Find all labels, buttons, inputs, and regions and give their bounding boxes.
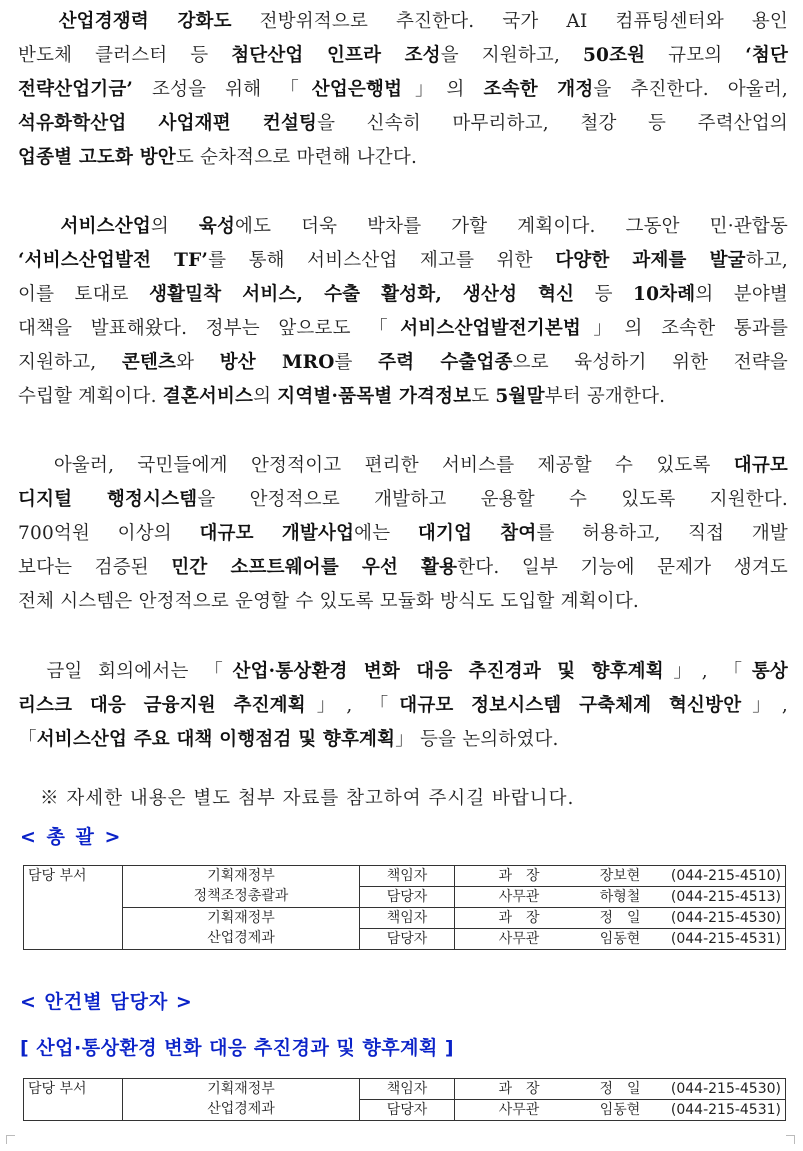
dept-name-cell	[123, 1079, 360, 1121]
contact-info-cell	[455, 887, 786, 908]
contact-info-cell	[455, 929, 786, 950]
bold-text: 생활밀착 서비스, 수출 활성화, 생산성 혁신	[149, 284, 575, 305]
paragraph-line	[18, 141, 788, 175]
bold-text: 지역별·품목별 가격정보	[277, 386, 472, 407]
page-corner-mark	[6, 1135, 15, 1144]
body-text: 」, 「	[663, 661, 752, 682]
contact-row	[24, 908, 786, 929]
body-text: 」의	[402, 79, 484, 100]
bold-text: 주력 수출업종	[378, 352, 513, 373]
section-heading-by-item: < 안건별 담당자 >	[20, 991, 193, 1013]
paragraph-line	[18, 380, 788, 414]
paragraph-line	[18, 551, 788, 585]
paragraph-line	[18, 312, 788, 346]
dept-name: 기획재정부	[207, 910, 275, 926]
contact-info-cell	[455, 866, 786, 887]
bold-text: ‘서비스산업발전 TF’	[18, 250, 209, 271]
body-text: 으로 육성하기 위한 전략을	[512, 352, 788, 373]
body-text: 반도체 클러스터 등	[18, 45, 232, 66]
paragraph-line	[18, 655, 788, 689]
contact-info-cell	[455, 1079, 786, 1100]
body-text: 지원하고,	[18, 352, 122, 373]
body-text: 도 순차적으로 마련해 나간다.	[175, 147, 418, 168]
bold-text: 산업경쟁력 강화도	[18, 11, 232, 32]
paragraph-line	[18, 346, 788, 380]
body-text: 를 허용하고, 직접 개발	[536, 523, 788, 544]
contact-position: 과 장	[498, 868, 540, 884]
paragraph-line	[18, 107, 788, 141]
body-text: 」,	[741, 695, 789, 716]
bold-text: 디지털 행정시스템	[18, 489, 198, 510]
bold-text: 대규모	[733, 455, 788, 476]
page-corner-mark	[786, 1135, 795, 1144]
body-text: 를 통해 서비스산업 제고를 위한	[208, 250, 556, 271]
paragraph-line	[18, 5, 788, 39]
bold-text: 첨단산업 인프라 조성	[231, 45, 441, 66]
body-text: 을 안정적으로 개발하고 운용할 수 있도록 지원한다.	[197, 489, 788, 510]
contact-position: 사무관	[498, 889, 540, 905]
bold-text: 석유화학산업 사업재편 컨설팅	[18, 113, 318, 134]
paragraph-line	[18, 723, 788, 757]
contact-row	[24, 1079, 786, 1100]
role-cell: 담당자	[360, 887, 455, 908]
body-text: 을 신속히 마무리하고, 철강 등 주력산업의	[317, 113, 788, 134]
paragraph-line	[18, 689, 788, 723]
paragraph-line	[18, 39, 788, 73]
dept-name: 정책조정총괄과	[193, 888, 289, 904]
dept-name-cell	[123, 908, 360, 950]
bold-text: 결혼서비스	[162, 386, 254, 407]
body-text: 」, 「	[305, 695, 400, 716]
section-heading-general: < 총 괄 >	[20, 826, 123, 848]
contact-phone: (044-215-4513)	[670, 889, 781, 905]
body-text: 」의 조속한 통과를	[580, 318, 789, 339]
bold-text: 서비스산업발전기본법	[400, 318, 581, 339]
bold-text: ‘첨단	[745, 45, 789, 66]
bold-text: 통상	[751, 661, 788, 682]
paragraph-line	[18, 210, 788, 244]
contact-name: 장보현	[599, 868, 641, 884]
contact-position: 사무관	[498, 931, 540, 947]
contact-phone: (044-215-4531)	[670, 1102, 781, 1118]
body-text: 에는	[354, 523, 418, 544]
body-text: 」 등을 논의하였다.	[395, 729, 559, 750]
bold-text: 10차례	[633, 284, 696, 305]
contact-info-cell	[455, 908, 786, 929]
bold-text: 5월말	[495, 386, 545, 407]
contact-phone: (044-215-4531)	[670, 931, 781, 947]
role-cell: 책임자	[360, 866, 455, 887]
body-text: 의	[150, 216, 199, 237]
body-text: 를	[334, 352, 379, 373]
dept-name: 산업경제과	[207, 930, 275, 946]
body-text: 700억원 이상의	[18, 523, 200, 544]
bold-text: 50조원	[582, 45, 646, 66]
body-text: 등	[574, 284, 634, 305]
dept-name-cell	[123, 866, 360, 908]
role-cell: 담당자	[360, 929, 455, 950]
contact-table-item	[23, 1078, 786, 1121]
body-text: 에도 더욱 박차를 가할 계획이다. 그동안 민·관합동	[235, 216, 789, 237]
body-text: 와	[176, 352, 220, 373]
bold-text: 대규모 개발사업	[199, 523, 355, 544]
paragraph-line	[18, 483, 788, 517]
body-text: 이를 토대로	[18, 284, 150, 305]
body-text: 을 추진한다. 아울러,	[593, 79, 788, 100]
bold-text: 조속한 개정	[483, 79, 594, 100]
bold-text: 업종별 고도화 방안	[18, 147, 176, 168]
attachment-note: ※ 자세한 내용은 별도 첨부 자료를 참고하여 주시길 바랍니다.	[40, 788, 575, 809]
bold-text: 대규모 정보시스템 구축체계 혁신방안	[399, 695, 742, 716]
body-text: 한다. 일부 기능에 문제가 생겨도	[457, 557, 788, 578]
body-text: 의 분야별	[695, 284, 788, 305]
contact-table-general	[23, 865, 786, 950]
body-text: 아울러, 국민들에게 안정적이고 편리한 서비스를 제공할 수 있도록	[18, 455, 734, 476]
paragraph	[18, 210, 788, 414]
contact-name: 하형철	[599, 889, 641, 905]
body-text: 하고,	[745, 250, 788, 271]
bold-text: 민간 소프트웨어를 우선 활용	[171, 557, 458, 578]
paragraph-line	[18, 517, 788, 551]
body-text: 부터 공개한다.	[544, 386, 666, 407]
body-text: 수립할 계획이다.	[18, 386, 163, 407]
role-cell: 책임자	[360, 1079, 455, 1100]
bold-text: 육성	[198, 216, 236, 237]
bold-text: 방산 MRO	[219, 352, 335, 373]
paragraph-line	[18, 244, 788, 278]
bold-text: 산업은행법	[311, 79, 403, 100]
bold-text: 콘텐츠	[121, 352, 177, 373]
bold-text: 전략산업기금’	[18, 79, 134, 100]
body-text: 대책을 발표해왔다. 정부는 앞으로도 「	[18, 318, 401, 339]
paragraph	[18, 449, 788, 619]
contact-phone: (044-215-4530)	[670, 1081, 781, 1097]
contact-position: 과 장	[498, 910, 540, 926]
role-cell: 책임자	[360, 908, 455, 929]
bold-text: 서비스산업	[60, 216, 151, 237]
contact-name: 정 일	[599, 910, 641, 926]
dept-name: 기획재정부	[207, 1081, 275, 1097]
contact-phone: (044-215-4530)	[670, 910, 781, 926]
body-text: 을 지원하고,	[440, 45, 583, 66]
body-text: 보다는 검증된	[18, 557, 172, 578]
body-text	[18, 216, 61, 237]
contact-row	[24, 866, 786, 887]
dept-name: 기획재정부	[207, 868, 275, 884]
bold-text: 서비스산업 주요 대책 이행점검 및 향후계획	[36, 729, 396, 750]
paragraph	[18, 5, 788, 175]
body-text: 조성을 위해 「	[133, 79, 312, 100]
body-text: 전체 시스템은 안정적으로 운영할 수 있도록 모듈화 방식도 도입할 계획이다.	[18, 591, 640, 612]
paragraph-line	[18, 585, 788, 619]
contact-info-cell	[455, 1100, 786, 1121]
paragraph-line	[18, 278, 788, 312]
body-text: 「	[18, 729, 37, 750]
bold-text: 다양한 과제를 발굴	[555, 250, 746, 271]
item-title: [ 산업·통상환경 변화 대응 추진경과 및 향후계획 ]	[20, 1037, 455, 1059]
contact-position: 과 장	[498, 1081, 540, 1097]
body-text: 전방위적으로 추진한다. 국가 AI 컴퓨팅센터와 용인	[231, 11, 788, 32]
contact-phone: (044-215-4510)	[670, 868, 781, 884]
body-text: 규모의	[645, 45, 746, 66]
body-text: 의	[253, 386, 278, 407]
role-cell: 담당자	[360, 1100, 455, 1121]
dept-label-cell: 담당 부서	[24, 866, 123, 950]
paragraph-line	[18, 73, 788, 107]
body-text: 금일 회의에서는 「	[18, 661, 233, 682]
contact-name: 임동현	[599, 1102, 641, 1118]
body-text: 도	[471, 386, 496, 407]
bold-text: 리스크 대응 금융지원 추진계획	[18, 695, 306, 716]
dept-label-cell: 담당 부서	[24, 1079, 123, 1121]
paragraph-line	[18, 449, 788, 483]
dept-name: 산업경제과	[207, 1101, 275, 1117]
contact-position: 사무관	[498, 1102, 540, 1118]
contact-name: 정 일	[599, 1081, 641, 1097]
bold-text: 대기업 참여	[417, 523, 537, 544]
bold-text: 산업·통상환경 변화 대응 추진경과 및 향후계획	[232, 661, 664, 682]
paragraph	[18, 655, 788, 757]
contact-name: 임동현	[599, 931, 641, 947]
